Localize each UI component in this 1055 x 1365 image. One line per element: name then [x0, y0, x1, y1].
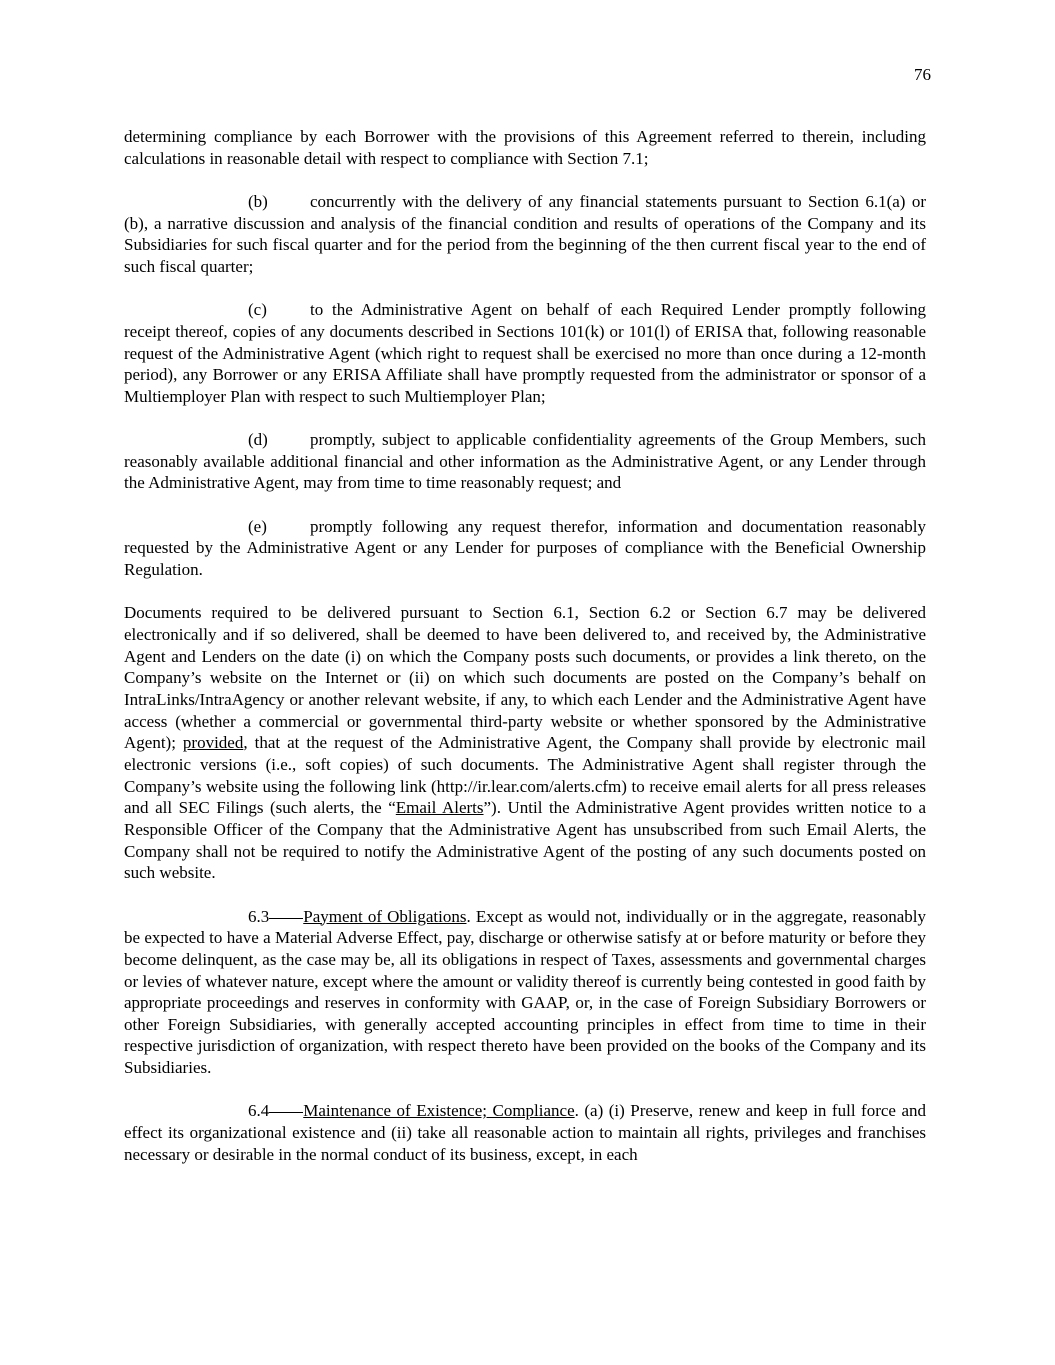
email-alerts-term: Email Alerts [395, 798, 484, 818]
section-6-3 [124, 906, 926, 1079]
section-title: Payment of Obligations [303, 906, 467, 926]
clause-e [124, 516, 926, 581]
clause-label: (b) [248, 191, 268, 211]
clause-d [124, 429, 926, 494]
clause-text: to the Administrative Agent on behalf of each Required Lender promptly following receipt thereof, copies of any documents described in Sections 101(k) or 101(l) of ERISA that, following reasonable request of the Administrative Agent (which right to request shall be exercised no more than once during a 12-month period), any Borrower or any ERISA Affiliate shall have promptly requested from the administrator or sponsor of a Multiemployer Plan with respect to such Multiemployer Plan; [124, 300, 926, 406]
section-text: . (a) (i) Preserve, renew and keep in full force and effect its organizational existence and (ii) take all reasonable action to maintain all rights, privileges and franchises necessary or desirable in the normal conduct of its business, except, in each [124, 1101, 926, 1164]
section-6-4 [124, 1100, 926, 1165]
section-text: . Except as would not, individually or in the aggregate, reasonably be expected to have a Material Adverse Effect, pay, discharge or otherwise satisfy at or before maturity or before they become delinquent, as the case may be, all its obligations in respect of Taxes, assessments and governmental charges or levies of whatever nature, except where the amount or validity thereof is currently being contested in good faith by appropriate proceedings and reserves in conformity with GAAP, or, in the case of Foreign Subsidiary Borrowers or other Foreign Subsidiaries, with generally accepted accounting principles in effect from time to time in their respective jurisdiction of organization, with respect thereto have been provided on the books of the Company and its Subsidiaries. [124, 906, 926, 1078]
section-number: 6.3 [248, 906, 270, 926]
underline-gap [269, 1111, 303, 1113]
paragraph-text: determining compliance by each Borrower with the provisions of this Agreement referred to therein, including calculations in reasonable detail with respect to compliance with Section 7.1; [124, 127, 926, 168]
clause-label: (c) [248, 300, 267, 320]
clause-label: (d) [248, 430, 268, 450]
provided-term: provided [182, 733, 244, 753]
documents-delivery-paragraph [124, 602, 926, 884]
clause-label: (e) [248, 516, 267, 536]
clause-text: promptly following any request therefor, information and documentation reasonably requested by the Administrative Agent or any Lender for purposes of compliance with the Beneficial Ownership Regulation. [124, 516, 926, 580]
document-body [124, 126, 926, 1187]
underline-gap [269, 917, 303, 919]
section-title: Maintenance of Existence; Compliance [303, 1101, 575, 1121]
page-number: 76 [914, 65, 931, 84]
paragraph-text: , that at the request of the Administrative Agent, the Company shall provide by electronic mail electronic versions (i.e., soft copies) of such documents. The Administrative Agent shall register through the Company’s website using the following link (http://ir.lear.com/alerts.cfm) to receive email alerts for all press releases and all SEC Filings (such alerts, the “ [124, 733, 926, 818]
clause-c [124, 299, 926, 407]
paragraph-continuation [124, 126, 926, 169]
clause-b [124, 191, 926, 278]
paragraph-text: Documents required to be delivered pursuant to Section 6.1, Section 6.2 or Section 6.7 may be delivered electronically and if so delivered, shall be deemed to have been delivered to, and received by, the Administrative Agent and Lenders on the date (i) on which the Company posts such documents, or provides a link thereto, on the Company’s website on the Internet or (ii) on which such documents are posted on the Company’s behalf on IntraLinks/IntraAgency or another relevant website, if any, to which each Lender and the Administrative Agent have access (whether a commercial or governmental third-party website or whether sponsored by the Administrative Agent); [124, 603, 926, 753]
clause-text: promptly, subject to applicable confidentiality agreements of the Group Members, such reasonably available additional financial and other information as the Administrative Agent, or any Lender through the Administrative Agent, may from time to time reasonably request; and [124, 430, 926, 493]
section-number: 6.4 [248, 1101, 270, 1121]
clause-text: concurrently with the delivery of any financial statements pursuant to Section 6.1(a) or (b), a narrative discussion and analysis of the financial condition and results of operations of the Company and its Subsidiaries for such fiscal quarter and for the period from the beginning of the then current fiscal year to the end of such fiscal quarter; [124, 191, 926, 276]
paragraph-text: ”). Until the Administrative Agent provides written notice to a Responsible Officer of the Company that the Administrative Agent has unsubscribed from such Email Alerts, the Company shall not be required to notify the Administrative Agent of the posting of any such documents posted on such website. [124, 798, 927, 883]
